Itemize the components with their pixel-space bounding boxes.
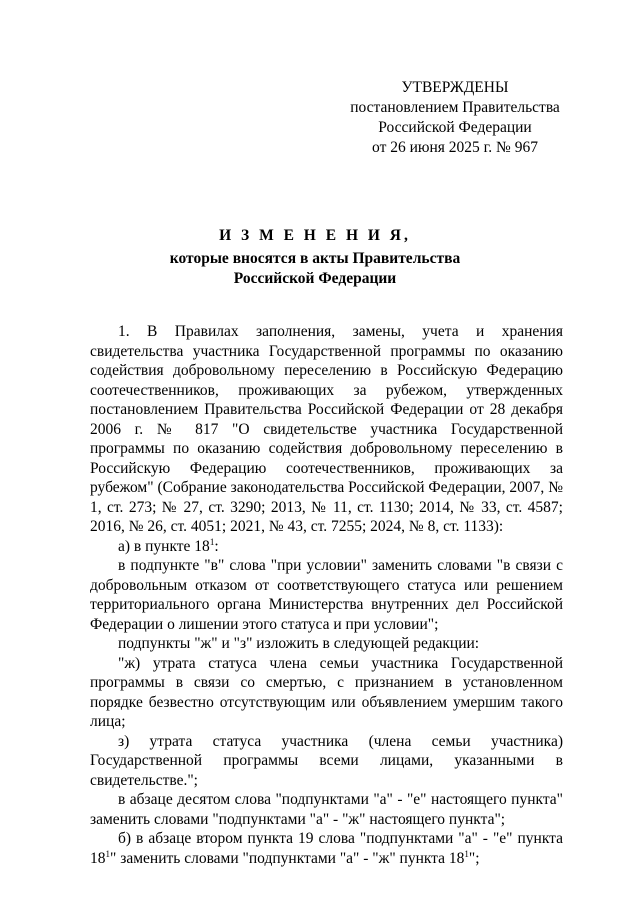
paragraph-text: а) в пункте 18: [118, 537, 210, 555]
heading-title: И З М Е Н Е Н И Я,: [219, 227, 411, 244]
approval-date: от 26 июня 2025 г. № 967: [372, 139, 538, 156]
paragraph: 1. В Правилах заполнения, замены, учета и хранения свидетельства участника Государственной программы по оказанию содействия добровольному переселению в Российскую Федерацию соотечественников, проживающих за рубежом, утвержденных постановлением Правительства Российской Федерации от 28 декабря 2006 г. № 817 "О свидетельстве участника Государственной программы по оказанию содействия добровольному переселению в Российскую Федерацию соотечественников, проживающих за рубежом" (Собрание законодательства Российской Федерации, 2007, № 1, ст. 273; № 27, ст. 3290; 2013, № 11, ст. 1130; 2014, № 33, ст. 4587; 2016, № 26, ст. 4051; 2021, № 43, ст. 7255; 2024, № 8, ст. 1133):: [90, 323, 563, 535]
approval-line: постановлением Правительства: [350, 99, 560, 116]
paragraph: [90, 829, 563, 868]
superscript: 1: [464, 848, 469, 859]
paragraph: подпункты "ж" и "з" изложить в следующей редакции:: [118, 635, 480, 652]
paragraph: в подпункте "в" слова "при условии" заменить словами "в связи с добровольным отказом от соответствующего статуса или решением территориального органа Министерства внутренних дел Российской Федерации о лишении этого статуса и при условии";: [90, 557, 563, 633]
heading-subtitle: Российской Федерации: [233, 270, 397, 287]
paragraph: "ж) утрата статуса члена семьи участника Государственной программы в связи со смертью, с признанием в установленном порядке безвестно отсутствующим или объявлением умершим такого лица;: [90, 654, 563, 730]
document-heading: [90, 226, 540, 289]
approval-line: Российской Федерации: [378, 119, 532, 136]
paragraph-text: ";: [468, 849, 480, 867]
document-body: [90, 322, 563, 868]
paragraph: [90, 537, 563, 557]
heading-subtitle: которые вносятся в акты Правительства: [169, 250, 461, 267]
approval-title: УТВЕРЖДЕНЫ: [401, 79, 509, 96]
approval-block: [330, 78, 580, 158]
paragraph: з) утрата статуса участника (члена семьи участника) Государственной программы всеми лицами, указанными в свидетельстве.";: [90, 732, 563, 789]
paragraph-text: " заменить словами "подпунктами "а" - "ж" пункта 18: [110, 849, 465, 867]
paragraph-text: :: [214, 537, 219, 555]
superscript: 1: [209, 536, 215, 547]
paragraph-text: б) в абзаце втором пункта 19 слова "подпунктами "а" - "е" пункта 18: [90, 830, 563, 867]
paragraph: в абзаце десятом слова "подпунктами "а" - "е" настоящего пункта" заменить словами "подпунктами "а" - "ж" настоящего пункта";: [90, 791, 563, 828]
superscript: 1: [105, 848, 110, 859]
